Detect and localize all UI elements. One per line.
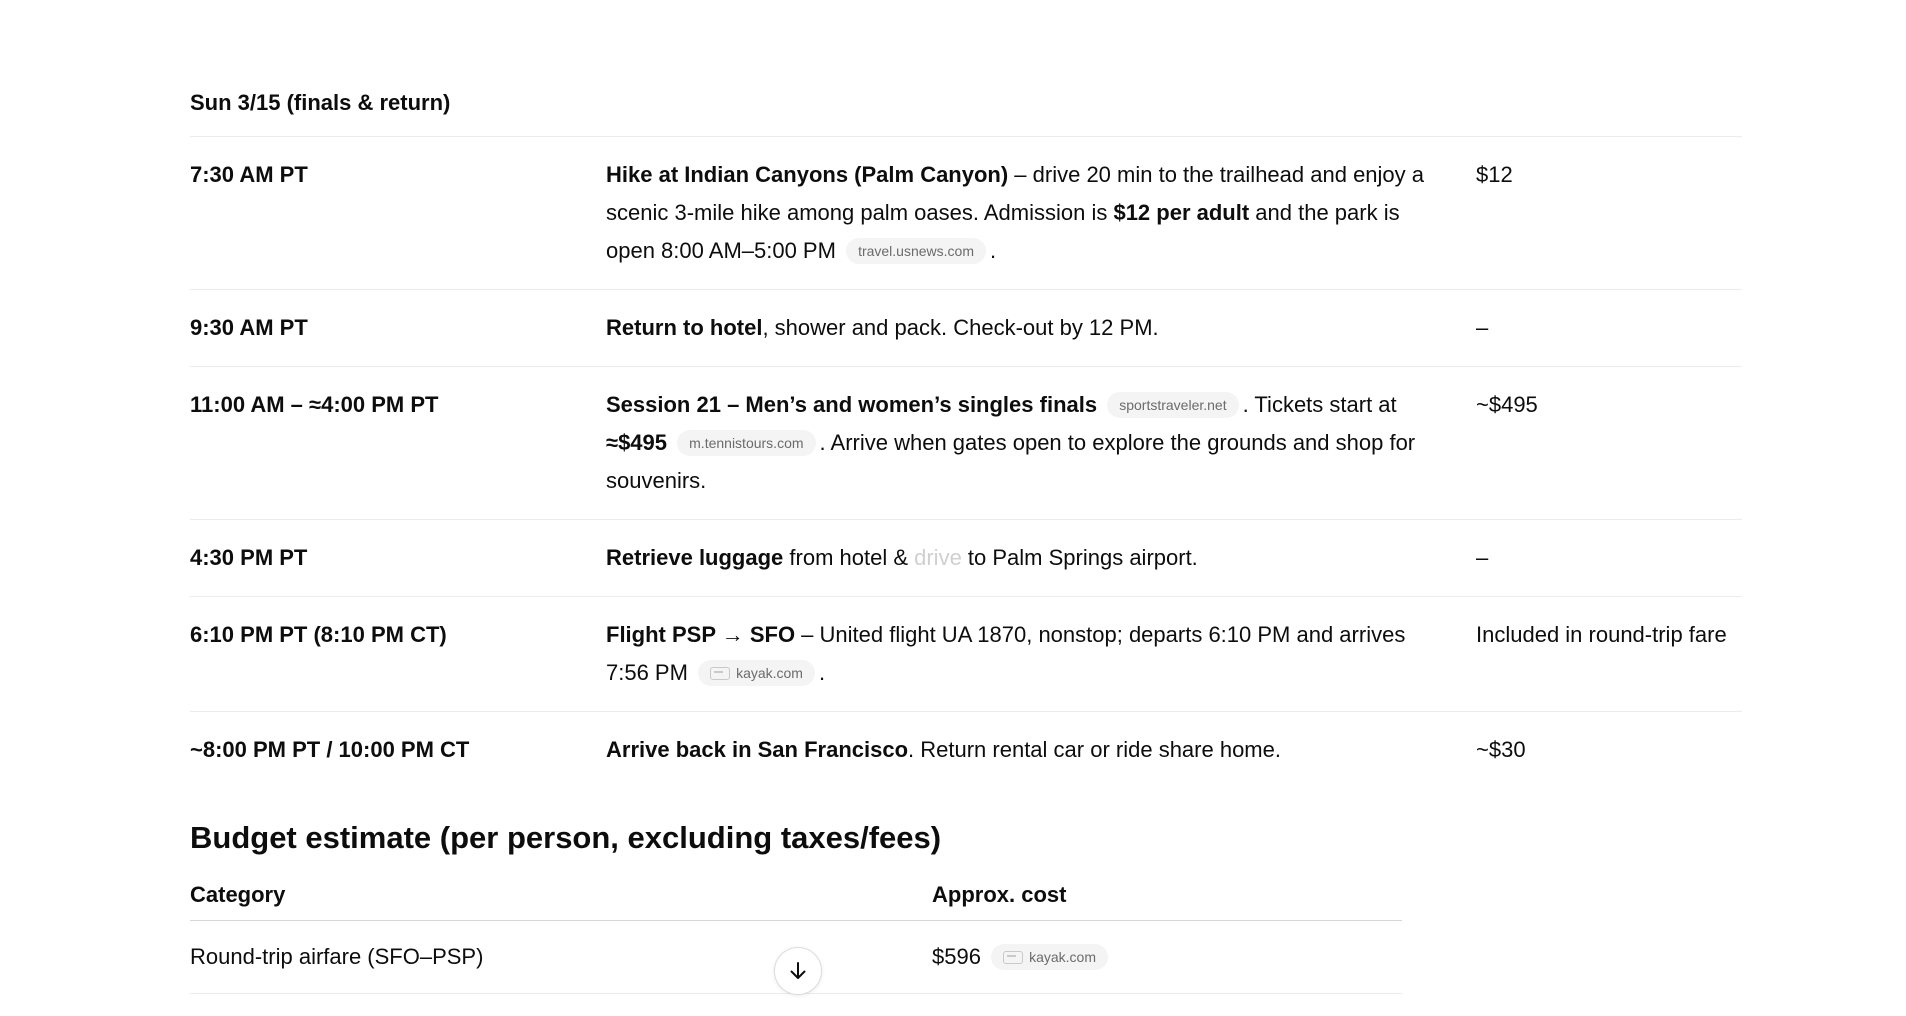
citation-link[interactable]: [698, 660, 815, 686]
cost-cell: ~$30: [1476, 737, 1526, 762]
cost-cell: ~$495: [1476, 392, 1538, 417]
description-text: .: [818, 660, 826, 685]
description-text: from hotel &: [783, 545, 915, 570]
time-cell: 11:00 AM – ≈4:00 PM PT: [190, 392, 439, 417]
citation-link[interactable]: [991, 944, 1108, 970]
cost-cell: $12: [1476, 162, 1513, 187]
citation-link[interactable]: m.tennistours.com: [677, 430, 815, 456]
description-cell: [606, 731, 1476, 769]
table-row: [190, 290, 1742, 367]
table-row: [190, 137, 1742, 290]
citation-label: kayak.com: [736, 665, 803, 681]
description-cell: [606, 386, 1476, 500]
description-text: and the park is open 8:00 AM–5:00 PM: [606, 200, 1400, 263]
itinerary-section: [190, 80, 1742, 788]
activity-title: Arrive back in San Francisco: [606, 737, 909, 762]
source-icon: [710, 667, 730, 680]
cost-cell: –: [1476, 315, 1489, 340]
scroll-to-bottom-button[interactable]: [774, 947, 822, 995]
citation-link[interactable]: sportstraveler.net: [1107, 392, 1238, 418]
itinerary-table: [190, 137, 1742, 788]
time-cell: 6:10 PM PT (8:10 PM CT): [190, 622, 447, 647]
highlight-text: $12 per adult: [1113, 200, 1250, 225]
cost-value: $596: [932, 944, 981, 969]
description-cell: [606, 156, 1476, 270]
budget-table-header: [190, 882, 1402, 921]
budget-title: Budget estimate (per person, excluding taxes/fees): [190, 820, 942, 855]
activity-title: Flight PSP → SFO: [606, 622, 796, 647]
cost-cell: Included in round-trip fare: [1476, 622, 1727, 647]
description-text: . Tickets start at: [1242, 392, 1397, 417]
description-text: , shower and pack. Check-out by 12 PM.: [762, 315, 1159, 340]
description-text: .: [990, 238, 997, 263]
day-header: Sun 3/15 (finals & return): [190, 80, 1742, 137]
activity-title: Return to hotel: [606, 315, 763, 340]
table-row: [190, 712, 1742, 788]
time-cell: 4:30 PM PT: [190, 545, 308, 570]
description-cell: [606, 539, 1476, 577]
time-cell: ~8:00 PM PT / 10:00 PM CT: [190, 737, 470, 762]
description-text: to Palm Springs airport.: [961, 545, 1198, 570]
category-cell: Round-trip airfare (SFO–PSP): [190, 944, 484, 969]
highlight-text: ≈$495: [606, 430, 668, 455]
source-icon: [1003, 951, 1023, 964]
citation-label: kayak.com: [1029, 949, 1096, 965]
cost-header: Approx. cost: [932, 882, 1067, 907]
description-text: – United flight UA 1870, nonstop; departs 6:10 PM and arrives 7:56 PM: [606, 622, 1406, 685]
description-cell: [606, 309, 1476, 347]
category-header: Category: [190, 882, 286, 907]
description-text: – drive 20 min to the trailhead and enjoy a scenic 3-mile hike among palm oases. Admission is: [606, 162, 1425, 225]
time-cell: 9:30 AM PT: [190, 315, 308, 340]
activity-title: Retrieve luggage: [606, 545, 784, 570]
time-cell: 7:30 AM PT: [190, 162, 308, 187]
activity-title: Session 21 – Men’s and women’s singles finals: [606, 392, 1098, 417]
cost-cell: [932, 944, 1402, 970]
citation-link[interactable]: travel.usnews.com: [846, 238, 986, 264]
table-row: [190, 520, 1742, 597]
faded-text: drive: [914, 545, 962, 570]
description-text: . Arrive when gates open to explore the grounds and shop for souvenirs.: [606, 430, 1416, 493]
description-text: . Return rental car or ride share home.: [908, 737, 1281, 762]
cost-cell: –: [1476, 545, 1489, 570]
activity-title: Hike at Indian Canyons (Palm Canyon): [606, 162, 1009, 187]
description-cell: [606, 616, 1476, 692]
arrow-down-icon: [787, 960, 809, 982]
table-row: [190, 367, 1742, 520]
table-row: [190, 597, 1742, 712]
